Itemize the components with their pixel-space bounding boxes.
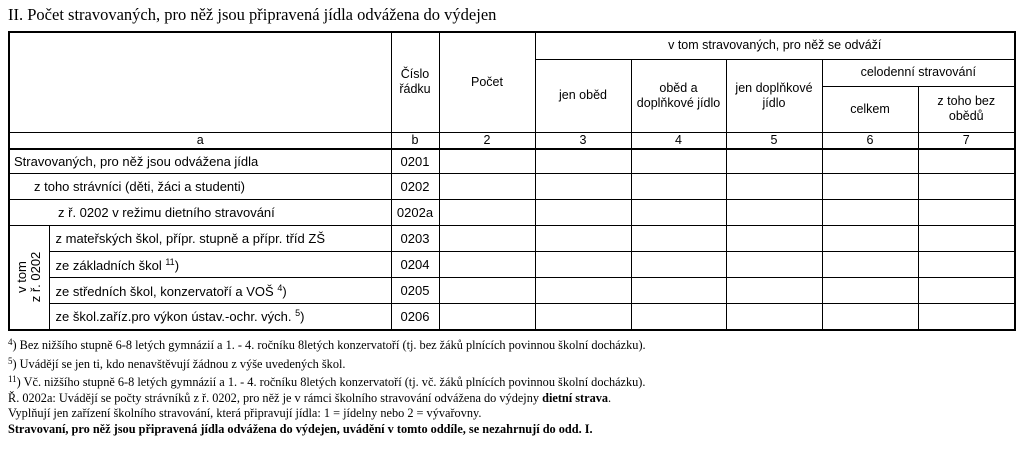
index-cell: b: [391, 132, 439, 149]
input-cell[interactable]: [535, 174, 631, 200]
row-label: z toho strávníci (děti, žáci a studenti): [9, 174, 391, 200]
table-row: [9, 252, 1015, 278]
index-cell: a: [9, 132, 391, 149]
input-cell[interactable]: [631, 200, 726, 226]
note-bold: Stravovaní, pro něž jsou připravená jídla odvážena do výdejen, uvádění v tomto oddíle, se nezahrnují do odd. I.: [8, 421, 593, 436]
row-label: [49, 304, 391, 330]
row-code: 0206: [391, 304, 439, 330]
row-label: z mateřských škol, přípr. stupně a přípr. tříd ZŠ: [49, 226, 391, 252]
input-cell[interactable]: [631, 252, 726, 278]
note-r0202a-bold: dietní strava: [542, 390, 609, 405]
input-cell[interactable]: [726, 174, 822, 200]
row-label-text: ze středních škol, konzervatoří a VOŠ: [55, 283, 278, 299]
index-cell: 4: [631, 132, 726, 149]
footnote: [8, 335, 1008, 354]
footnote-number: 11: [8, 374, 17, 384]
row-code: 0201: [391, 149, 439, 174]
note-vyplnuji: Vyplňují jen zařízení školního stravování, která připravují jídla: 1 = jídelny nebo 2 = vývařovny.: [8, 406, 482, 420]
input-cell[interactable]: [918, 252, 1015, 278]
input-cell[interactable]: [631, 226, 726, 252]
note-r0202a: [8, 391, 1008, 407]
input-cell[interactable]: [535, 278, 631, 304]
vertical-label-line2: z ř. 0202: [28, 251, 44, 303]
index-cell: 3: [535, 132, 631, 149]
input-cell[interactable]: [439, 304, 535, 330]
header-celodenni: celodenní stravování: [822, 59, 1015, 86]
input-cell[interactable]: [918, 278, 1015, 304]
row-code: 0204: [391, 252, 439, 278]
footnote-number: 4: [8, 337, 13, 347]
row-label-text: ze základních škol: [55, 257, 166, 273]
input-cell[interactable]: [726, 252, 822, 278]
footnote-number: 5: [8, 355, 13, 366]
input-cell[interactable]: [822, 278, 918, 304]
note-r0202a-end: .: [608, 390, 612, 405]
row-code: 0203: [391, 226, 439, 252]
footnote-ref: 5: [295, 308, 301, 319]
input-cell[interactable]: [918, 174, 1015, 200]
header-jen-obed: jen oběd: [535, 59, 631, 132]
header-z-toho-bez-obedu: z toho bez obědů: [918, 86, 1015, 132]
input-cell[interactable]: [631, 278, 726, 304]
input-cell[interactable]: [439, 252, 535, 278]
input-cell[interactable]: [822, 174, 918, 200]
index-cell: 6: [822, 132, 918, 149]
row-code: 0202: [391, 174, 439, 200]
row-label: [49, 278, 391, 304]
input-cell[interactable]: [822, 226, 918, 252]
row-label: Stravovaných, pro něž jsou odvážena jídla: [9, 149, 391, 174]
input-cell[interactable]: [631, 149, 726, 174]
input-cell[interactable]: [535, 200, 631, 226]
row-label-tail: ): [174, 257, 180, 273]
footnote: [8, 354, 1008, 373]
note-r0202a-text: Ř. 0202a: Uvádějí se počty strávníků z ř. 0202, pro něž je v rámci školního stravování odvážena do výdejny: [8, 390, 543, 405]
input-cell[interactable]: [726, 226, 822, 252]
header-pocet: Počet: [439, 32, 535, 132]
input-cell[interactable]: [918, 226, 1015, 252]
vertical-label-line1: v tom: [14, 261, 30, 294]
footnotes: [8, 335, 1008, 437]
input-cell[interactable]: [822, 252, 918, 278]
vertical-label-cell: [9, 226, 49, 330]
index-cell: 7: [918, 132, 1015, 149]
input-cell[interactable]: [439, 174, 535, 200]
input-cell[interactable]: [822, 149, 918, 174]
input-cell[interactable]: [822, 200, 918, 226]
footnote-text: ) Uvádějí se jen ti, kdo nenavštěvují žádnou z výše uvedených škol.: [12, 356, 346, 371]
footnote: [8, 372, 1008, 391]
row-code: 0205: [391, 278, 439, 304]
input-cell[interactable]: [535, 226, 631, 252]
header-group: v tom stravovaných, pro něž se odváží: [535, 32, 1015, 59]
input-cell[interactable]: [726, 278, 822, 304]
row-label-tail: ): [282, 283, 287, 299]
table-row: [9, 226, 1015, 252]
footnote-ref: 11: [165, 256, 175, 267]
header-obed-doplnkove: oběd a doplňkové jídlo: [631, 59, 726, 132]
input-cell[interactable]: [439, 226, 535, 252]
index-cell: 2: [439, 132, 535, 149]
input-cell[interactable]: [535, 149, 631, 174]
index-cell: 5: [726, 132, 822, 149]
row-label-tail: ): [300, 309, 305, 325]
row-code: 0202a: [391, 200, 439, 226]
footnote-text: ) Vč. nižšího stupně 6-8 letých gymnázií a 1. - 4. ročníku 8letých konzervatoří (tj. vč. žáků plnících povinnou školní docházku).: [16, 375, 646, 389]
input-cell[interactable]: [439, 278, 535, 304]
vertical-label: [15, 252, 43, 303]
row-label-text: ze škol.zaříz.pro výkon ústav.-ochr. vých.: [55, 309, 296, 325]
input-cell[interactable]: [726, 304, 822, 330]
header-cislo-radku: Číslo řádku: [391, 32, 439, 132]
input-cell[interactable]: [918, 200, 1015, 226]
input-cell[interactable]: [439, 200, 535, 226]
input-cell[interactable]: [535, 252, 631, 278]
input-cell[interactable]: [631, 174, 726, 200]
footnote-text: ) Bez nižšího stupně 6-8 letých gymnázií a 1. - 4. ročníku 8letých konzervatoří (tj. bez žáků plnících povinnou školní docházku).: [12, 338, 646, 352]
table-row: [9, 149, 1015, 174]
table-row: [9, 174, 1015, 200]
table-row: [9, 304, 1015, 330]
input-cell[interactable]: [726, 200, 822, 226]
input-cell[interactable]: [726, 149, 822, 174]
input-cell[interactable]: [535, 304, 631, 330]
footnote-ref: 4: [277, 282, 283, 293]
input-cell[interactable]: [918, 304, 1015, 330]
input-cell[interactable]: [822, 304, 918, 330]
header-jen-doplnkove: jen doplňkové jídlo: [726, 59, 822, 132]
section-title: II. Počet stravovaných, pro něž jsou připravená jídla odvážena do výdejen: [8, 5, 497, 24]
input-cell[interactable]: [439, 149, 535, 174]
header-blank-cell: [9, 32, 391, 132]
row-label: [49, 252, 391, 278]
input-cell[interactable]: [918, 149, 1015, 174]
header-celkem: celkem: [822, 86, 918, 132]
table-row: [9, 200, 1015, 226]
table-row: [9, 278, 1015, 304]
row-label: z ř. 0202 v režimu dietního stravování: [9, 200, 391, 226]
meals-table: [8, 31, 1016, 331]
input-cell[interactable]: [631, 304, 726, 330]
